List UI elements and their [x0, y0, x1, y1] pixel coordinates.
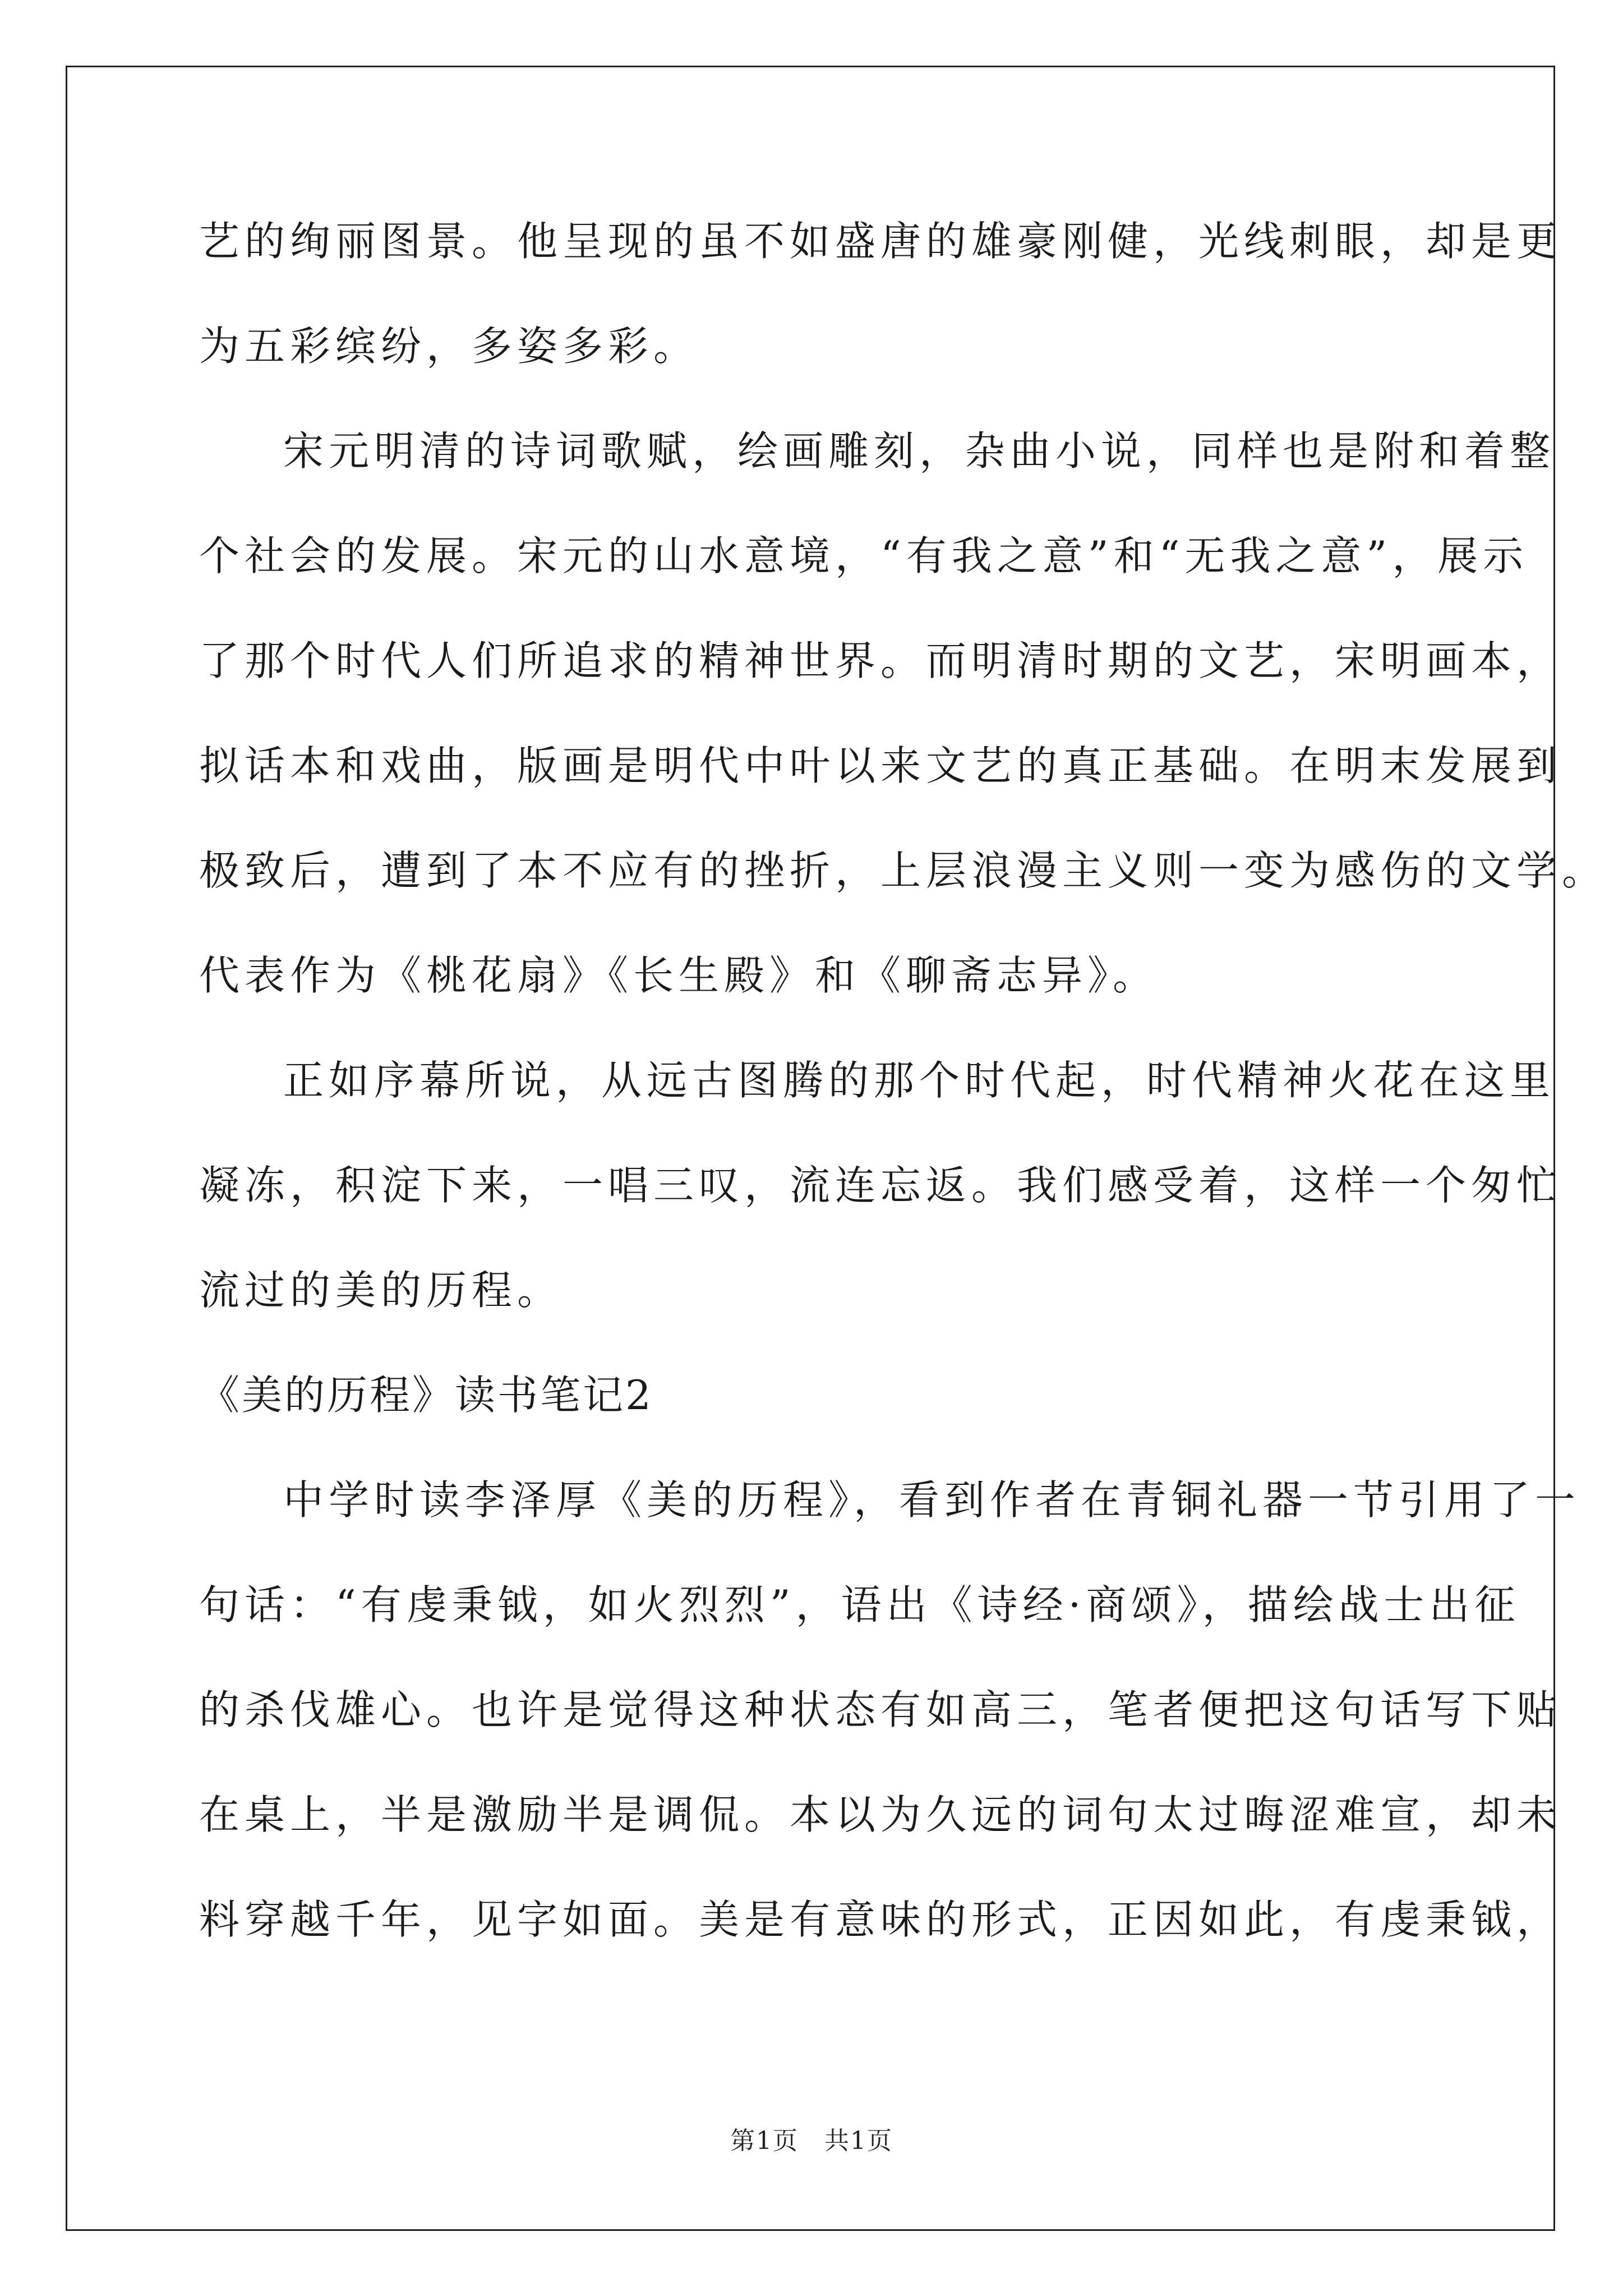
text-line: 在桌上，半是激励半是调侃。本以为久远的词句太过晦涩难宣，却未	[199, 1791, 1562, 1838]
page-number-footer: 第1页 共1页	[730, 2127, 893, 2155]
text-line: 艺的绚丽图景。他呈现的虽不如盛唐的雄豪刚健，光线刺眼，却是更	[199, 218, 1562, 265]
text-line: 句话：“有虔秉钺，如火烈烈”，语出《诗经·商颂》，描绘战士出征	[199, 1581, 1520, 1628]
text-line: 流过的美的历程。	[199, 1267, 563, 1314]
text-line: 料穿越千年，见字如面。美是有意味的形式，正因如此，有虔秉钺，	[199, 1896, 1562, 1943]
paragraph-start-line: 宋元明清的诗词歌赋，绘画雕刻，杂曲小说，同样也是附和着整	[283, 427, 1556, 475]
text-line: 个社会的发展。宋元的山水意境，“有我之意”和“无我之意”，展示	[199, 532, 1529, 579]
paragraph-start-line: 正如序幕所说，从远古图腾的那个时代起，时代精神火花在这里	[283, 1057, 1556, 1104]
text-line: 凝冻，积淀下来，一唱三叹，流连忘返。我们感受着，这样一个匆忙	[199, 1162, 1562, 1209]
text-line: 极致后，遭到了本不应有的挫折，上层浪漫主义则一变为感伤的文学。	[199, 847, 1608, 894]
document-body	[199, 208, 1608, 1991]
section-heading: 《美的历程》读书笔记2	[199, 1372, 653, 1419]
text-line: 了那个时代人们所追求的精神世界。而明清时期的文艺，宋明画本，	[199, 637, 1562, 684]
text-line: 为五彩缤纷，多姿多彩。	[199, 323, 699, 370]
text-line: 的杀伐雄心。也许是觉得这种状态有如高三，笔者便把这句话写下贴	[199, 1686, 1562, 1733]
text-line: 代表作为《桃花扇》《长生殿》和《聊斋志异》。	[199, 952, 1159, 999]
paragraph-start-line: 中学时读李泽厚《美的历程》，看到作者在青铜礼器一节引用了一	[283, 1476, 1581, 1524]
text-line: 拟话本和戏曲，版画是明代中叶以来文艺的真正基础。在明末发展到	[199, 742, 1562, 789]
